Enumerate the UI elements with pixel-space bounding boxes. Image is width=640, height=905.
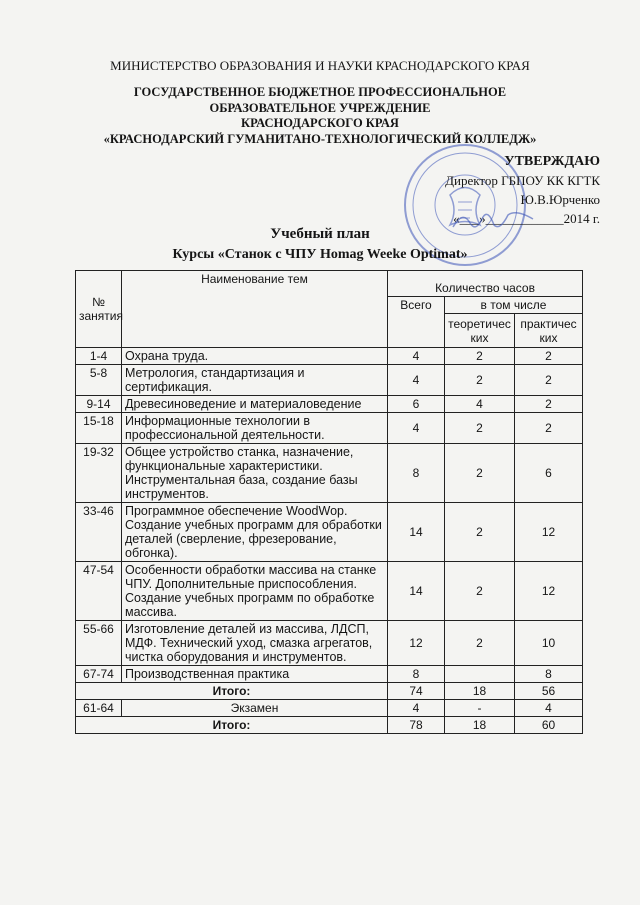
exam-num: 61-64 <box>76 700 122 717</box>
row-theory: 4 <box>445 396 515 413</box>
grand-total-practice: 60 <box>515 717 583 734</box>
row-num: 19-32 <box>76 444 122 503</box>
row-theory: 2 <box>445 365 515 396</box>
row-total: 4 <box>388 413 445 444</box>
exam-practice: 4 <box>515 700 583 717</box>
exam-label: Экзамен <box>122 700 388 717</box>
table-row <box>76 365 583 396</box>
row-topic: Охрана труда. <box>122 348 388 365</box>
row-topic: Информационные технологии в профессиональной деятельности. <box>122 413 388 444</box>
row-topic: Программное обеспечение WoodWop. Создание учебных программ для обработки деталей (сверление, фрезерование, обгонка). <box>122 503 388 562</box>
row-practice: 6 <box>515 444 583 503</box>
row-topic: Особенности обработки массива на станке ЧПУ. Дополнительные приспособления. Создание учебных программ по обработке массива. <box>122 562 388 621</box>
row-practice: 2 <box>515 413 583 444</box>
grand-total-total: 78 <box>388 717 445 734</box>
row-practice: 2 <box>515 396 583 413</box>
approval-title: УТВЕРЖДАЮ <box>504 154 600 169</box>
row-theory: 2 <box>445 562 515 621</box>
row-topic: Древесиноведение и материаловедение <box>122 396 388 413</box>
exam-total: 4 <box>388 700 445 717</box>
row-total: 8 <box>388 666 445 683</box>
row-theory: 2 <box>445 413 515 444</box>
row-practice: 2 <box>515 365 583 396</box>
table-row <box>76 413 583 444</box>
header-theory: теоретических <box>445 314 515 348</box>
org-line: КРАСНОДАРСКОГО КРАЯ <box>241 116 399 130</box>
row-total: 8 <box>388 444 445 503</box>
row-theory: 2 <box>445 621 515 666</box>
organization-name <box>80 85 560 147</box>
subtotal-label: Итого: <box>76 683 388 700</box>
subtotal-practice: 56 <box>515 683 583 700</box>
table-row <box>76 562 583 621</box>
ministry-heading: МИНИСТЕРСТВО ОБРАЗОВАНИЯ И НАУКИ КРАСНОДАРСКОГО КРАЯ <box>110 58 530 73</box>
row-theory: 2 <box>445 444 515 503</box>
row-num: 1-4 <box>76 348 122 365</box>
approval-name: Ю.В.Юрченко <box>520 192 600 207</box>
table-row <box>76 666 583 683</box>
table-row <box>76 444 583 503</box>
org-line: ГОСУДАРСТВЕННОЕ БЮДЖЕТНОЕ ПРОФЕССИОНАЛЬНОЕ <box>133 85 507 99</box>
row-practice: 8 <box>515 666 583 683</box>
exam-theory: - <box>445 700 515 717</box>
row-num: 33-46 <box>76 503 122 562</box>
approval-date: «___»____________2014 г. <box>453 211 600 226</box>
header-practice: практических <box>515 314 583 348</box>
row-practice: 12 <box>515 562 583 621</box>
row-topic: Изготовление деталей из массива, ЛДСП, МДФ. Технический уход, смазка агрегатов, чистка оборудования и инструментов. <box>122 621 388 666</box>
row-practice: 10 <box>515 621 583 666</box>
row-theory <box>445 666 515 683</box>
table-row <box>76 348 583 365</box>
row-total: 6 <box>388 396 445 413</box>
row-practice: 12 <box>515 503 583 562</box>
row-total: 4 <box>388 348 445 365</box>
subtotal-total: 74 <box>388 683 445 700</box>
table-row <box>76 396 583 413</box>
header-including: в том числе <box>445 297 583 314</box>
curriculum-table <box>75 270 583 734</box>
header-hours: Количество часов <box>388 271 583 297</box>
row-practice: 2 <box>515 348 583 365</box>
subtotal-theory: 18 <box>445 683 515 700</box>
row-total: 4 <box>388 365 445 396</box>
document-title: Учебный план <box>270 226 370 242</box>
row-topic: Метрология, стандартизация и сертификация. <box>122 365 388 396</box>
row-theory: 2 <box>445 348 515 365</box>
row-num: 47-54 <box>76 562 122 621</box>
row-theory: 2 <box>445 503 515 562</box>
row-num: 15-18 <box>76 413 122 444</box>
row-topic: Производственная практика <box>122 666 388 683</box>
header-topic: Наименование тем <box>122 271 388 348</box>
table-row <box>76 503 583 562</box>
org-line: ОБРАЗОВАТЕЛЬНОЕ УЧРЕЖДЕНИЕ <box>209 100 431 115</box>
grand-total-label: Итого: <box>76 717 388 734</box>
row-total: 14 <box>388 503 445 562</box>
row-num: 5-8 <box>76 365 122 396</box>
row-num: 55-66 <box>76 621 122 666</box>
table-row <box>76 621 583 666</box>
row-topic: Общее устройство станка, назначение, функциональные характеристики. Инструментальная база, создание базы инструментов. <box>122 444 388 503</box>
approval-position: Директор ГБПОУ КК КГТК <box>445 173 600 188</box>
row-total: 12 <box>388 621 445 666</box>
document-subtitle: Курсы «Станок с ЧПУ Homag Weeke Optimat» <box>172 247 468 262</box>
header-num: № занятия <box>76 271 122 348</box>
row-num: 9-14 <box>76 396 122 413</box>
grand-total-theory: 18 <box>445 717 515 734</box>
header-total: Всего <box>388 297 445 348</box>
row-num: 67-74 <box>76 666 122 683</box>
org-line: «КРАСНОДАРСКИЙ ГУМАНИТАНО-ТЕХНОЛОГИЧЕСКИЙ КОЛЛЕДЖ» <box>103 131 537 146</box>
row-total: 14 <box>388 562 445 621</box>
